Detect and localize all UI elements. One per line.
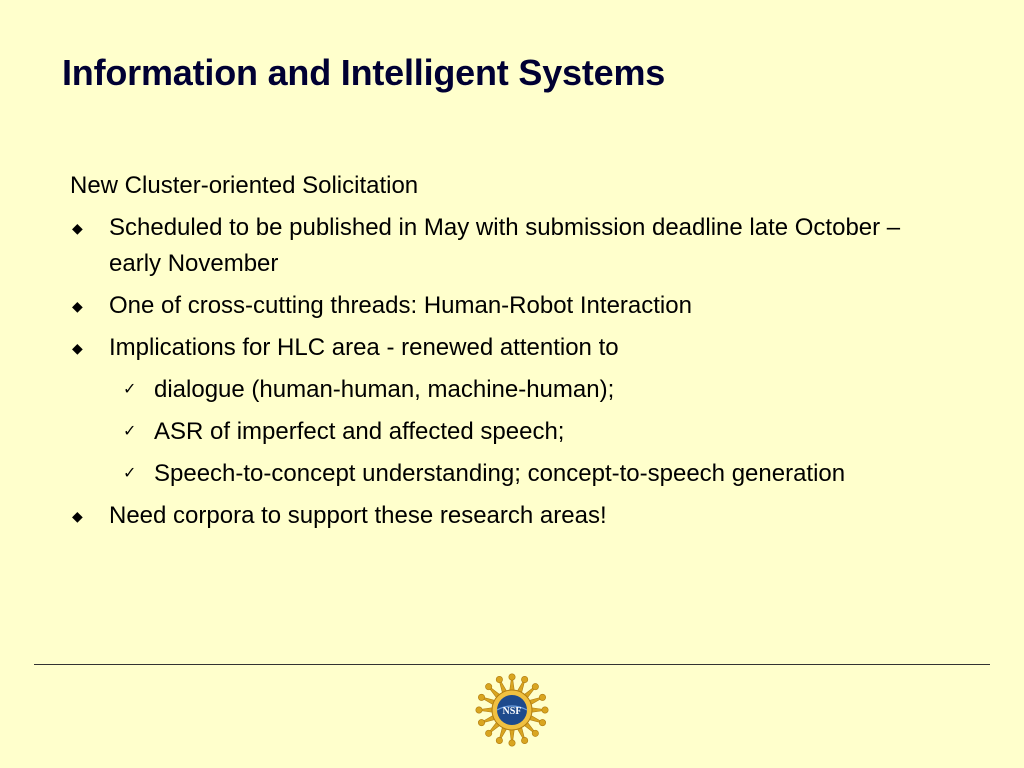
footer-divider — [34, 664, 990, 665]
bullet-text: Scheduled to be published in May with submission deadline late October – early November — [109, 214, 901, 277]
sub-bullet-text: dialogue (human-human, machine-human); — [154, 376, 615, 403]
diamond-bullet-icon: ◆ — [72, 340, 83, 356]
intro-text: New Cluster-oriented Solicitation — [70, 172, 419, 199]
list-item — [70, 498, 950, 534]
sub-list-item — [109, 456, 950, 492]
slide-body — [70, 168, 950, 540]
sub-list-item — [109, 372, 950, 408]
sub-bullet-text: Speech-to-concept understanding; concept-to-speech generation — [154, 460, 846, 487]
bullet-text: Need corpora to support these research areas! — [109, 502, 607, 529]
nsf-logo-icon — [474, 672, 550, 748]
checkmark-icon: ✓ — [123, 465, 137, 482]
bullet-text: Implications for HLC area - renewed attention to — [109, 334, 619, 361]
slide-title: Information and Intelligent Systems — [62, 52, 666, 93]
checkmark-icon: ✓ — [123, 381, 137, 398]
list-item — [70, 288, 950, 324]
diamond-bullet-icon: ◆ — [72, 508, 83, 524]
sub-bullet-text: ASR of imperfect and affected speech; — [154, 418, 565, 445]
logo-text: NSF — [502, 706, 522, 717]
sub-bullet-list — [109, 372, 950, 492]
bullet-text: One of cross-cutting threads: Human-Robot Interaction — [109, 292, 692, 319]
diamond-bullet-icon: ◆ — [72, 298, 83, 314]
list-item — [70, 330, 950, 492]
diamond-bullet-icon: ◆ — [72, 220, 83, 236]
checkmark-icon: ✓ — [123, 423, 137, 440]
bullet-list — [70, 210, 950, 534]
sub-list-item — [109, 414, 950, 450]
list-item — [70, 210, 950, 282]
